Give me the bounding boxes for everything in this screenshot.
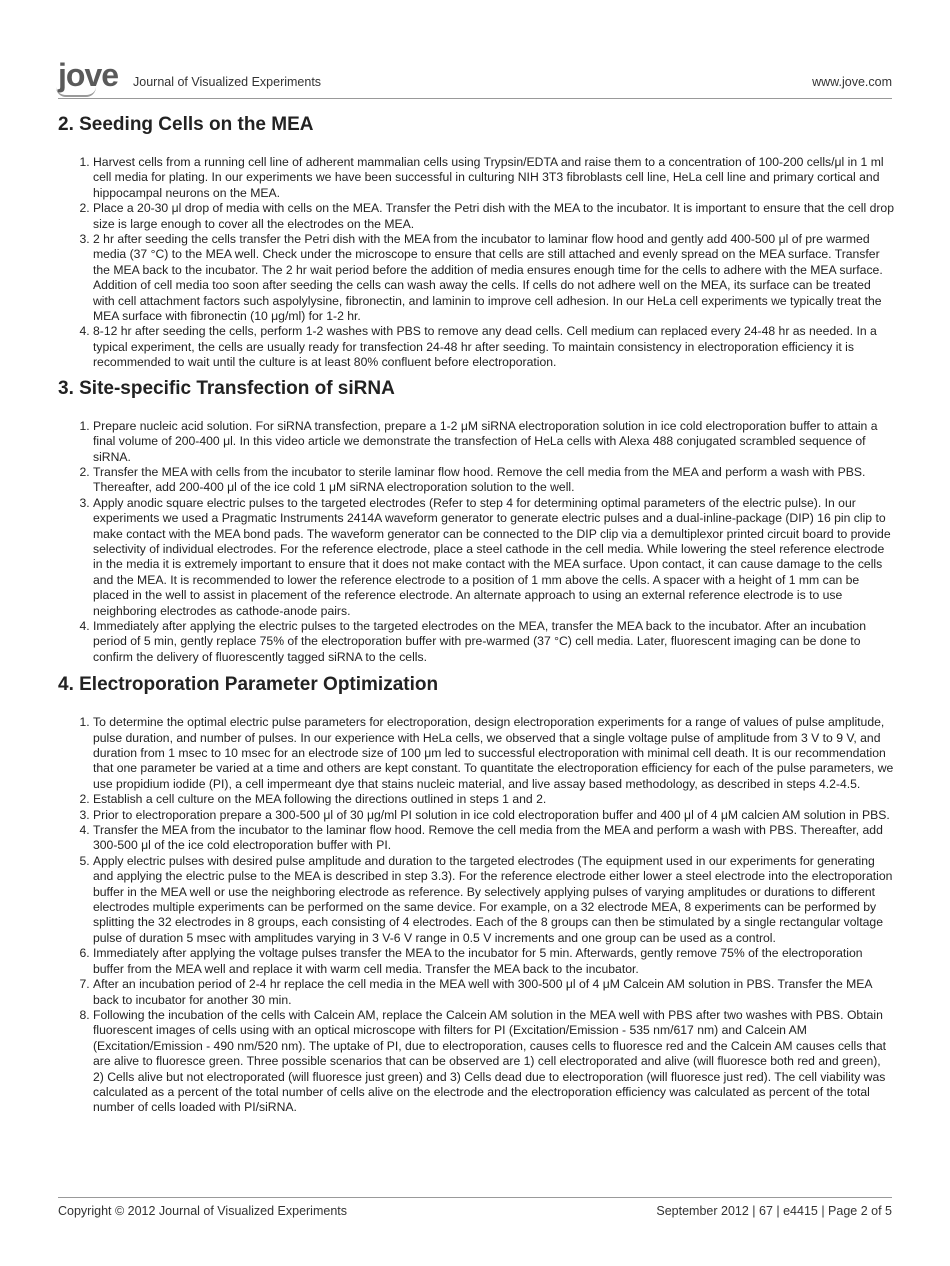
step-item: 2. Transfer the MEA with cells from the incubator to sterile laminar flow hood. Remove the cell media from the MEA and perform a wash with PBS. Thereafter, add 200-400 μl of the ice cold 1 μM siRNA electroporation solution to the well. xyxy=(93,465,894,496)
section-steps-list xyxy=(58,419,894,666)
step-item: 1. Harvest cells from a running cell line of adherent mammalian cells using Trypsin/EDTA and raise them to a concentration of 100-200 cells/μl in 1 ml cell media for plating. In our experiments we have been successful in culturing NIH 3T3 fibroblasts cell line, HeLa cell line and primary cortical and hippocampal neurons on the MEA. xyxy=(93,155,894,201)
step-item: 2. Establish a cell culture on the MEA following the directions outlined in steps 1 and 2. xyxy=(93,792,894,807)
step-item: 1. To determine the optimal electric pulse parameters for electroporation, design electroporation experiments for a range of values of pulse amplitude, pulse duration, and number of pulses. In our experience with HeLa cells, we observed that a single voltage pulse of amplitude from 3 V to 9 V, and duration from 1 msec to 10 msec for an electrode size of 100 μm led to successful electroporation with minimal cell death. It is our recommendation that one parameter be varied at a time and others are kept constant. To quantitate the electroporation efficiency for each of the pulse parameters, we use propidium iodide (PI), a cell impermeant dye that stains nucleic material, and live assay based methodology, as described in steps 4.2-4.5. xyxy=(93,715,894,792)
page-info: September 2012 | 67 | e4415 | Page 2 of 5 xyxy=(656,1204,892,1218)
step-item: 7. After an incubation period of 2-4 hr replace the cell media in the MEA well with 300-500 μl of 4 μM Calcein AM solution in PBS. Transfer the MEA back to incubator for another 30 min. xyxy=(93,977,894,1008)
section-heading: 3. Site-specific Transfection of siRNA xyxy=(58,377,395,399)
website-link[interactable]: www.jove.com xyxy=(812,75,892,89)
logo-arc xyxy=(56,87,96,97)
jove-logo[interactable] xyxy=(58,57,119,93)
section-steps-list xyxy=(58,715,894,1116)
step-item: 5. Apply electric pulses with desired pulse amplitude and duration to the targeted electrodes (The equipment used in our experiments for generating and applying the electric pulse to the MEA is described in step 3.3). For the reference electrode either lower a steel electrode into the electroporation buffer in the MEA well or use the neighboring electrode as reference. By selectively applying pulses of varying amplitudes or durations to different electrodes multiple experiments can be performed on the same device. For example, on a 32 electrode MEA, 8 experiments can be performed by splitting the 32 electrodes in 8 groups, each consisting of 4 electrodes. Each of the 8 groups can then be stimulated by a single rectangular voltage pulse of duration 5 msec with amplitudes varying in 3 V-6 V range in 0.5 V increments and one group can be used as a control. xyxy=(93,854,894,946)
article-body xyxy=(58,113,894,1124)
step-item: 3. 2 hr after seeding the cells transfer the Petri dish with the MEA from the incubator to laminar flow hood and gently add 400-500 μl of pre warmed media (37 °C) to the MEA well. Check under the microscope to ensure that cells are still attached and evenly spread on the MEA surface. Transfer the MEA back to the incubator. The 2 hr wait period before the addition of media ensures enough time for the cells to adhere with the MEA surface. Addition of cell media too soon after seeding the cells can wash away the cells. If cells do not adhere well on the MEA, its surface can be treated with cell attachment factors such aspolylysine, fibronectin, and laminin to improve cell adhesion. In our HeLa cell experiments we typically treat the MEA surface with fibronectin (10 μg/ml) for 1-2 hr. xyxy=(93,232,894,324)
journal-name: Journal of Visualized Experiments xyxy=(133,75,322,89)
step-item: 8. Following the incubation of the cells with Calcein AM, replace the Calcein AM solution in the MEA well with PBS after two washes with PBS. Obtain fluorescent images of cells using with an optical microscope with filters for PI (Excitation/Emission - 535 nm/617 nm) and Calcein AM (Excitation/Emission - 490 nm/520 nm). The uptake of PI, due to electroporation, causes cells to fluoresce red and the Calcein AM causes cells that are alive to fluoresce green. Three possible scenarios that can be observed are 1) cell electroporated and alive (will fluoresce both red and green), 2) Cells alive but not electroporated (will fluoresce just green) and 3) Cells dead due to electroporation (will fluoresce just red). The cell viability was calculated as a percent of the total number of cells alive on the electrode and the electroporation efficiency was calculated as percent of the total number of cells loaded with PI/siRNA. xyxy=(93,1008,894,1116)
step-item: 3. Prior to electroporation prepare a 300-500 μl of 30 μg/ml PI solution in ice cold electroporation buffer and 400 μl of 4 μM calcien AM solution in PBS. xyxy=(93,808,894,823)
step-item: 4. Immediately after applying the electric pulses to the targeted electrodes on the MEA, transfer the MEA back to the incubator. After an incubation period of 5 min, gently replace 75% of the electroporation buffer with pre-warmed (37 °C) cell media. Later, fluorescent imaging can be done to confirm the delivery of fluorescently tagged siRNA to the cells. xyxy=(93,619,894,665)
section-heading: 2. Seeding Cells on the MEA xyxy=(58,114,314,135)
page-header xyxy=(58,58,892,99)
step-item: 2. Place a 20-30 μl drop of media with cells on the MEA. Transfer the Petri dish with the MEA to the incubator. It is important to ensure that the cell drop size is large enough to cover all the electrodes on the MEA. xyxy=(93,201,894,232)
page-footer xyxy=(58,1197,892,1218)
step-item: 6. Immediately after applying the voltage pulses transfer the MEA to the incubator for 5 min. Afterwards, gently remove 75% of the electroporation buffer from the MEA well and replace it with warm cell media. Transfer the MEA back to the incubator. xyxy=(93,946,894,977)
step-item: 3. Apply anodic square electric pulses to the targeted electrodes (Refer to step 4 for determining optimal parameters of the electric pulse). In our experiments we used a Pragmatic Instruments 2414A waveform generator to generate electric pulses and a dual-inline-package (DIP) 16 pin clip to make contact with the MEA bond pads. The waveform generator can be connected to the DIP clip via a demultiplexor printed circuit board to provide selectivity of individual electrodes. For the reference electrode, place a steel cathode in the cell media. While lowering the steel reference electrode in the media it is extremely important to ensure that it does not make contact with the MEA surface. Upon contact, it can cause damage to the cells and the MEA. It is recommended to lower the reference electrode to a position of 1 mm above the cells. A spacer with a height of 1 mm can be placed in the well to assist in placement of the reference electrode. An alternate approach to using an external reference electrode is to use neighboring electrodes as cathode-anode pairs. xyxy=(93,496,894,619)
step-item: 4. 8-12 hr after seeding the cells, perform 1-2 washes with PBS to remove any dead cells. Cell medium can replaced every 24-48 hr as needed. In a typical experiment, the cells are usually ready for transfection 24-48 hr after seeding. To maintain consistency in electroporation efficiency it is recommended to wait until the culture is at least 80% confluent before electroporation. xyxy=(93,324,894,370)
logo-text: jove xyxy=(58,57,119,93)
section-steps-list xyxy=(58,155,894,371)
section-heading: 4. Electroporation Parameter Optimization xyxy=(58,674,439,696)
copyright-text: Copyright © 2012 Journal of Visualized Experiments xyxy=(58,1204,347,1218)
step-item: 1. Prepare nucleic acid solution. For siRNA transfection, prepare a 1-2 μM siRNA electroporation solution in ice cold electroporation buffer to attain a final volume of 200-400 μl. In this video article we demonstrate the transfection of HeLa cells with Alexa 488 conjugated scrambled sequence of siRNA. xyxy=(93,419,894,465)
step-item: 4. Transfer the MEA from the incubator to the laminar flow hood. Remove the cell media from the MEA and perform a wash with PBS. Thereafter, add 300-500 μl of the ice cold electroporation buffer with PI. xyxy=(93,823,894,854)
